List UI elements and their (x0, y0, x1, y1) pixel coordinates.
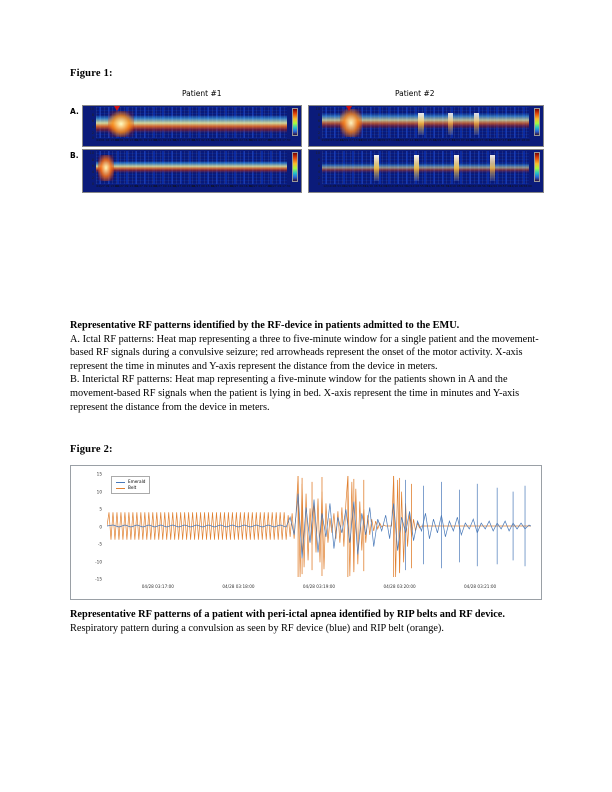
heatmap-y-axis: 10 8 6 4 2 0 (315, 107, 320, 140)
heatmap-streak (474, 113, 479, 135)
heatmap-colorbar (534, 108, 540, 136)
heatmap-y-axis: 10 8 6 4 2 0 (315, 151, 320, 186)
heatmap-streak (374, 155, 379, 181)
figure2-image (70, 465, 542, 600)
figure1-caption-b: B. Interictal RF patterns: Heat map representing a five-minute window for the patients shown in A and the movement-based RF signals when the patient is lying in bed. X-axis represent the time in minutes and Y-axis represent the distance from the device in meters. (70, 374, 520, 413)
y-tick: 10 (96, 489, 102, 495)
respiration-chart-svg (107, 474, 531, 579)
heatmap-hotspot (98, 155, 114, 181)
red-arrowhead-icon (114, 106, 120, 111)
legend-swatch-icon (116, 488, 125, 489)
figure2-plot-area (107, 474, 531, 579)
page-content (70, 68, 542, 635)
heatmap-x-axis: 04/01 02:13:00 04/01 02:13:30 04/01 02:14:00 04/01 02:14:30 04/01 02:15:00 04/01 02:15:30 04/01 02:16:00 04/01 02:16:30 04/01 02:17:00 04/01 02:17:30 (96, 138, 291, 142)
heatmap-plot-area (96, 151, 287, 184)
figure1-image (70, 89, 542, 199)
legend-label: Belt (128, 485, 137, 491)
heatmap-x-axis: 11/09 07:12:00 11/09 07:13:00 11/09 07:13:30 11/09 07:14:00 11/09 07:14:30 11/09 07:15:00 11/09 07:15:30 11/09 07:16:00 11/09 07:16:30 11/09 07:17:00 11/09 07:18:00 (321, 138, 530, 142)
figure1-panel-b-letter: B. (70, 151, 79, 160)
heatmap-streak (414, 155, 419, 181)
figure2-caption-body: Respiratory pattern during a convulsion as seen by RF device (blue) and RIP belt (orange). (70, 622, 444, 634)
heatmap-x-axis: 12/10 08:53:00 12/10 08:53:30 12/10 08:54:00 12/10 08:54:30 12/10 08:55:00 12/10 08:55:30 12/10 08:56:00 12/10 08:56:30 12/10 08:57:00 12/10 08:58:00 (323, 184, 532, 188)
heatmap-x-axis: 04/27 09:13:00 04/27 09:13:30 04/27 09:14:00 04/27 09:14:30 04/27 09:15:00 04/27 09:15:30 04/27 09:16:00 04/27 09:16:30 04/27 09:17:00 04/27 09:17:30 (96, 184, 291, 188)
y-tick: -5 (97, 541, 102, 547)
figure1-caption-bold: Representative RF patterns identified by the RF-device in patients admitted to the EMU. (70, 320, 460, 331)
emerald-spikes (406, 480, 525, 570)
heatmap-colorbar (534, 152, 540, 182)
x-tick: 04/28 03:17:00 (141, 584, 174, 590)
figure1-caption-a: A. Ictal RF patterns: Heat map representing a three to five-minute window for a single patient and the movement-based RF signals during a convulsive seizure; red arrowheads represent the onset of the motor activity. X-axis represent the time in minutes and Y-axis represent the distance from the device in meters. (70, 333, 539, 372)
figure2-y-axis (71, 471, 105, 582)
y-tick: 15 (96, 471, 102, 477)
heatmap-patient2-ictal (308, 105, 544, 147)
y-tick: -10 (95, 559, 102, 565)
y-tick: 0 (99, 524, 102, 530)
legend-label: Emerald (128, 479, 146, 485)
heatmap-signal-band (96, 161, 287, 173)
heatmap-streak (448, 113, 453, 135)
heatmap-patient1-interictal (82, 149, 302, 193)
figure2-label: Figure 2: (70, 444, 113, 456)
heatmap-streak (490, 155, 495, 181)
x-tick: 04/28 03:20:00 (383, 584, 416, 590)
heatmap-signal-band (322, 163, 529, 173)
figure1-caption-body (70, 333, 542, 415)
y-tick: 5 (99, 506, 102, 512)
legend-swatch-icon (116, 482, 125, 483)
heatmap-plot-area (322, 107, 529, 138)
heatmap-streak (454, 155, 459, 181)
figure1-panel-titles (70, 89, 542, 102)
figure2-legend (111, 476, 150, 494)
figure1-patient2-title: Patient #2 (395, 89, 435, 98)
figure2-x-axis (107, 584, 531, 594)
heatmap-colorbar (292, 152, 298, 182)
x-tick: 04/28 03:18:00 (222, 584, 255, 590)
heatmap-hotspot (340, 109, 362, 137)
heatmap-patient1-ictal (82, 105, 302, 147)
heatmap-y-axis: 10 8 6 4 2 0 (89, 151, 94, 186)
figure1-patient1-title: Patient #1 (182, 89, 222, 98)
heatmap-plot-area (96, 107, 287, 138)
legend-item-belt (116, 485, 145, 491)
heatmap-colorbar (292, 108, 298, 136)
figure2-caption-bold: Representative RF patterns of a patient with peri-ictal apnea identified by RIP belts and RF device. (70, 609, 505, 621)
figure1-panel-a-letter: A. (70, 107, 79, 116)
heatmap-y-axis: 10 8 6 4 2 0 (89, 107, 94, 140)
heatmap-hotspot (108, 111, 134, 137)
heatmap-streak (418, 113, 424, 135)
x-tick: 04/28 03:21:00 (464, 584, 497, 590)
x-tick: 04/28 03:19:00 (302, 584, 336, 590)
red-arrowhead-icon (346, 106, 352, 111)
figure1-label: Figure 1: (70, 68, 113, 79)
heatmap-patient2-interictal (308, 149, 544, 193)
heatmap-plot-area (322, 151, 529, 184)
y-tick: -15 (95, 576, 102, 582)
